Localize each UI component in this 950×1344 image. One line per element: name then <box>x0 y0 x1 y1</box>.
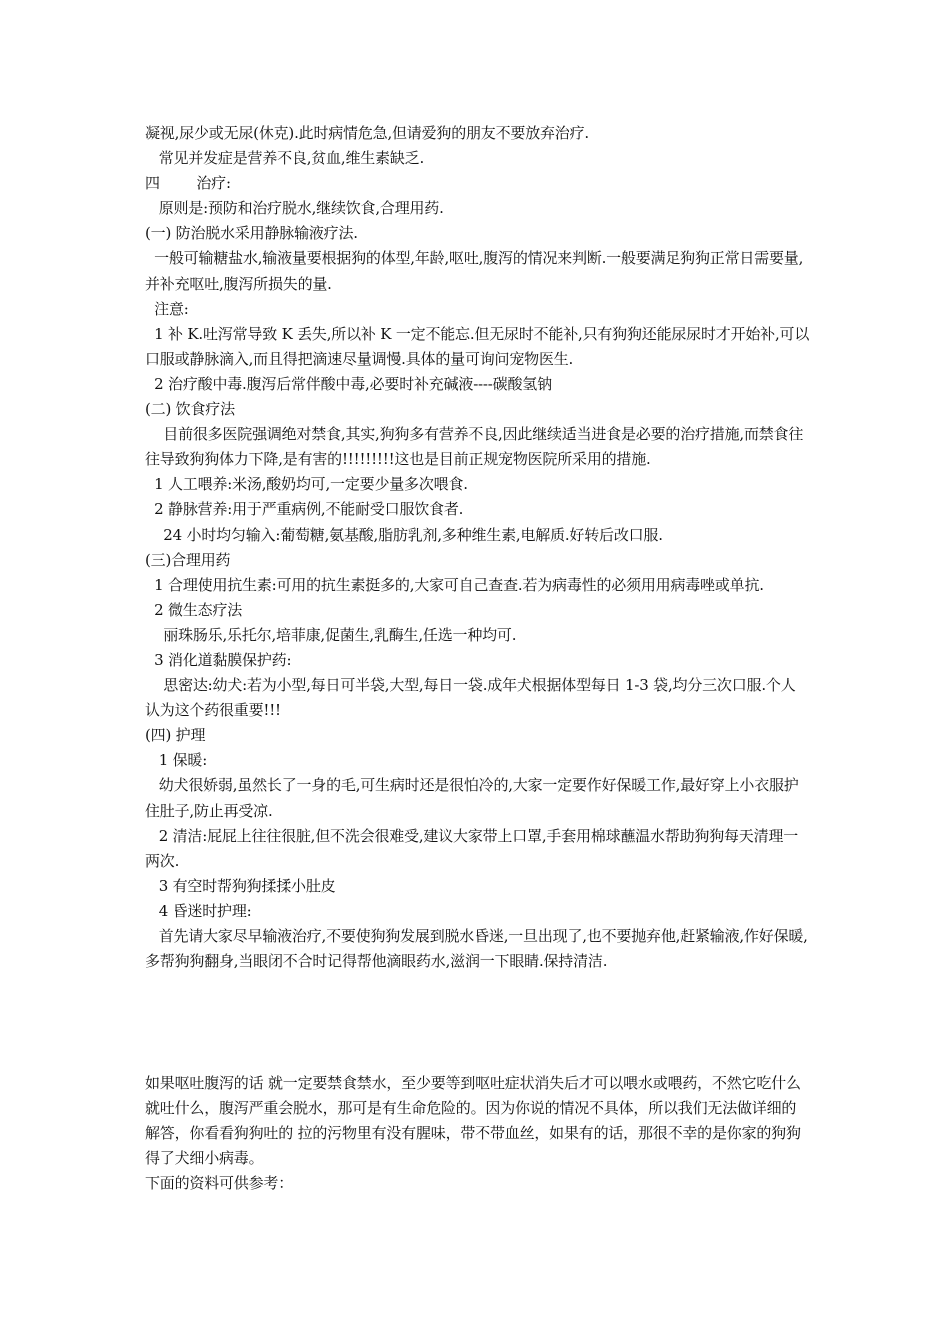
paragraph: 1 合理使用抗生素:可用的抗生素挺多的,大家可自己查查.若为病毒性的必须用用病毒唑或单抗. <box>145 575 764 594</box>
treatment-section <box>145 121 810 974</box>
paragraph: 目前很多医院强调绝对禁食,其实,狗狗多有营养不良,因此继续适当进食是必要的治疗措施,而禁食往往导致狗狗体力下降,是有害的!!!!!!!!!这也是目前正规宠物医院所采用的措施. <box>145 425 804 469</box>
paragraph: 3 有空时帮狗狗揉揉小肚皮 <box>145 876 336 895</box>
advice-section <box>145 1071 810 1196</box>
paragraph: 首先请大家尽早输液治疗,不要使狗狗发展到脱水昏迷,一旦出现了,也不要抛弃他,赶紧输液,作好保暖,多帮狗狗翻身,当眼闭不合时记得帮他滴眼药水,滋润一下眼睛.保持清洁. <box>145 927 808 971</box>
subsection-heading: (三)合理用药 <box>145 550 231 569</box>
paragraph: 4 昏迷时护理: <box>145 901 252 920</box>
paragraph: 常见并发症是营养不良,贫血,维生素缺乏. <box>145 149 425 168</box>
subsection-heading: (二) 饮食疗法 <box>145 400 235 419</box>
subsection-heading: (四) 护理 <box>145 726 206 745</box>
paragraph: 2 治疗酸中毒.腹泻后常伴酸中毒,必要时补充碱液----碳酸氢钠 <box>145 374 552 393</box>
paragraph: 下面的资料可供参考： <box>145 1174 294 1193</box>
paragraph: 24 小时均匀输入:葡萄糖,氨基酸,脂肪乳剂,多种维生素,电解质.好转后改口服. <box>145 525 663 544</box>
paragraph: 注意: <box>145 299 189 318</box>
section-heading: 四 治疗: <box>145 174 231 193</box>
paragraph: 2 静脉营养:用于严重病例,不能耐受口服饮食者. <box>145 500 464 519</box>
paragraph: 2 清洁:屁屁上往往很脏,但不洗会很难受,建议大家带上口罩,手套用棉球蘸温水帮助狗狗每天清理一两次. <box>145 826 798 870</box>
paragraph: 幼犬很娇弱,虽然长了一身的毛,可生病时还是很怕冷的,大家一定要作好保暖工作,最好穿上小衣服护住肚子,防止再受凉. <box>145 776 799 820</box>
paragraph: 1 保暖: <box>145 751 208 770</box>
paragraph: 丽珠肠乐,乐托尔,培菲康,促菌生,乳酶生,任选一种均可. <box>145 625 517 644</box>
paragraph: 1 人工喂养:米汤,酸奶均可,一定要少量多次喂食. <box>145 475 468 494</box>
paragraph: 一般可输糖盐水,输液量要根据狗的体型,年龄,呕吐,腹泻的情况来判断.一般要满足狗狗正常日需要量,并补充呕吐,腹泻所损失的量. <box>145 249 804 293</box>
paragraph: 2 微生态疗法 <box>145 600 243 619</box>
paragraph: 3 消化道黏膜保护药: <box>145 650 292 669</box>
subsection-heading: (一) 防治脱水采用静脉输液疗法. <box>145 224 358 243</box>
paragraph: 1 补 K.吐泻常导致 K 丢失,所以补 K 一定不能忘.但无尿时不能补,只有狗狗还能尿尿时才开始补,可以口服或静脉滴入,而且得把滴速尽量调慢.具体的量可询问宠物医生. <box>145 324 810 368</box>
paragraph: 原则是:预防和治疗脱水,继续饮食,合理用药. <box>145 199 444 218</box>
paragraph: 思密达:幼犬:若为小型,每日可半袋,大型,每日一袋.成年犬根据体型每日 1-3 袋,均分三次口服.个人认为这个药很重要!!! <box>145 676 796 720</box>
paragraph: 如果呕吐腹泻的话 就一定要禁食禁水，至少要等到呕吐症状消失后才可以喂水或喂药，不然它吃什么就吐什么，腹泻严重会脱水，那可是有生命危险的。因为你说的情况不具体，所以我们无法做详细的解答，你看看狗狗吐的 拉的污物里有没有腥味，带不带血丝，如果有的话，那很不幸的是你家的狗狗得了犬细小病毒。 <box>145 1074 801 1168</box>
paragraph: 凝视,尿少或无尿(休克).此时病情危急,但请爱狗的朋友不要放弃治疗. <box>145 124 589 142</box>
